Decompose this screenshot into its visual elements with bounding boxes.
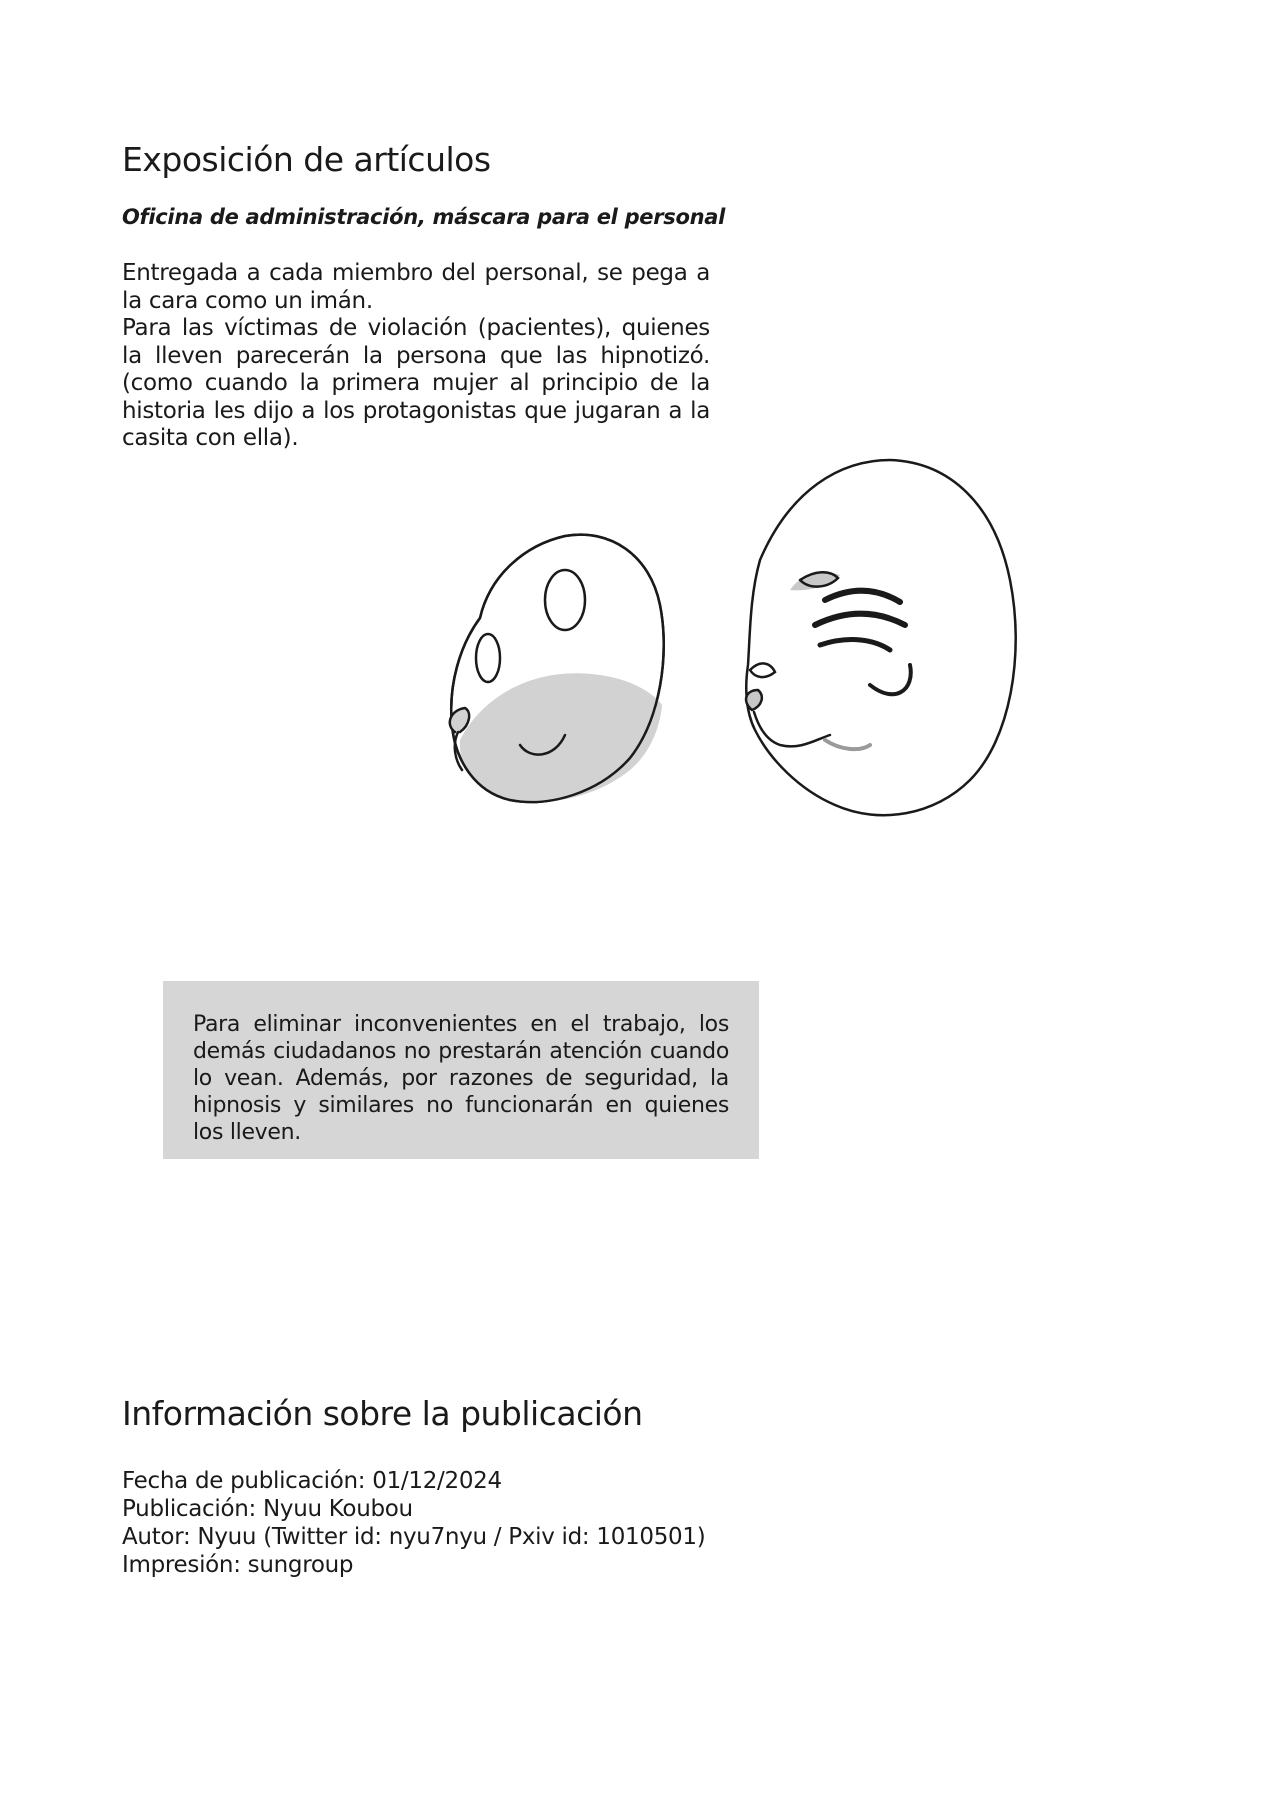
description-paragraph-2: Para las víctimas de violación (pacientes), quienes la lleven parecerán la persona que las hipnotizó. (como cuando la primera mujer al principio de la historia les dijo a los protagonistas que jugaran a la casita con ella). xyxy=(122,315,710,451)
round-mask-image xyxy=(450,535,664,803)
publication-author: Autor: Nyuu (Twitter id: nyu7nyu / Pxiv id: 1010501) xyxy=(122,1524,706,1550)
exhibit-description xyxy=(122,260,710,453)
oval-mask-image xyxy=(746,460,1016,815)
description-paragraph-1: Entregada a cada miembro del personal, se pega a la cara como un imán. xyxy=(122,260,710,314)
note-box xyxy=(163,981,759,1159)
exhibit-subtitle: Oficina de administración, máscara para el personal xyxy=(122,205,726,229)
exhibit-title: Exposición de artículos xyxy=(122,140,491,179)
masks-illustration xyxy=(360,440,1060,940)
publication-title: Información sobre la publicación xyxy=(122,1394,643,1433)
publication-publisher: Publicación: Nyuu Koubou xyxy=(122,1496,413,1522)
publication-info xyxy=(122,1467,705,1579)
publication-date: Fecha de publicación: 01/12/2024 xyxy=(122,1468,502,1494)
publication-printing: Impresión: sungroup xyxy=(122,1552,354,1578)
note-text: Para eliminar inconvenientes en el trabajo, los demás ciudadanos no prestarán atención cuando lo vean. Además, por razones de seguridad, la hipnosis y similares no funcionarán en quienes los lleven. xyxy=(193,1012,729,1145)
